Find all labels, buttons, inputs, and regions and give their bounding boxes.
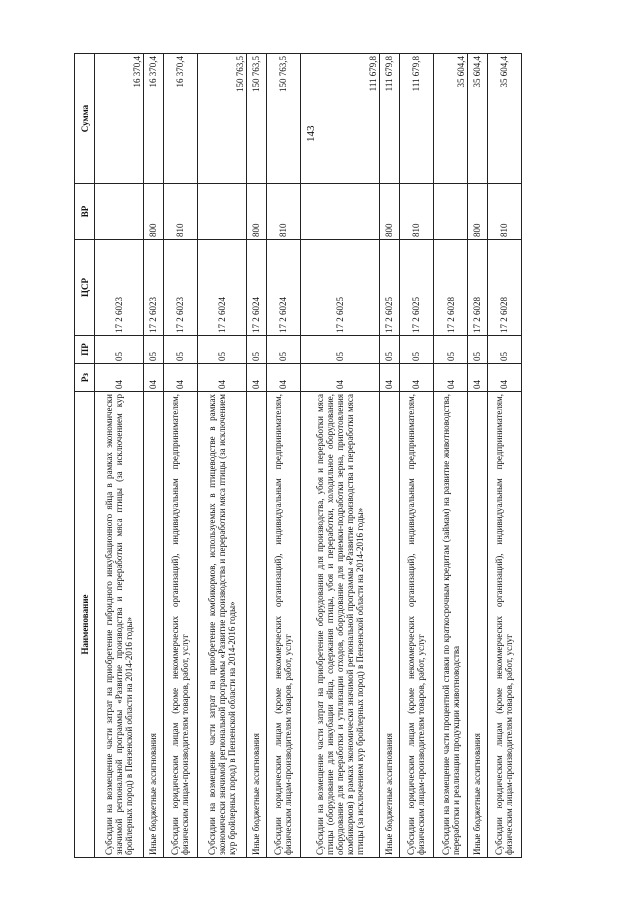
rotated-table-wrapper [74,54,522,858]
cell-rz: 04 [433,364,467,392]
cell-name: Иные бюджетные ассигнования [247,392,266,858]
cell-vr [198,184,247,240]
table-row [198,54,247,858]
cell-csr: 17 2 6028 [433,240,467,336]
cell-rz: 04 [399,364,433,392]
cell-csr: 17 2 6024 [266,240,300,336]
cell-vr: 810 [163,184,197,240]
cell-vr: 800 [468,184,487,240]
cell-csr: 17 2 6023 [144,240,163,336]
cell-rz: 04 [247,364,266,392]
cell-name: Субсидии на возмещение части затрат на приобретение оборудования для производства, убоя и переработки мяса птицы (оборудование для инкубации яйца, содержания птицы, убоя и переработки, холодильное оборудование, оборудование для переработки и утилизации отходов, оборудование для приемки-подработки зерна, приготовления комбикормов) в рамках экономически значимой региональной программы «Развитие производства и переработки мяса птицы (за исключением кур бройлерных пород) в Пензенской области на 2014-2016 годы» [301,392,380,858]
cell-pr: 05 [266,336,300,364]
cell-name: Субсидии на возмещение части затрат на приобретение гибридного инкубационного яйца в рамках экономически значимой региональной программы «Развитие производства и переработки мяса птицы (за исключением кур бройлерных пород) в Пензенской области на 2014-2016 годы» [95,392,144,858]
table-row [468,54,487,858]
cell-rz: 04 [380,364,399,392]
cell-name: Иные бюджетные ассигнования [380,392,399,858]
header-pr: ПР [75,336,95,364]
cell-pr: 05 [247,336,266,364]
table-body [95,54,522,858]
cell-rz: 04 [144,364,163,392]
table-row [301,54,380,858]
header-rz: Рз [75,364,95,392]
table-row [487,54,521,858]
cell-rz: 04 [487,364,521,392]
cell-name: Иные бюджетные ассигнования [468,392,487,858]
cell-sum: 35 604,4 [433,54,467,184]
budget-table [74,53,522,858]
page-number: 143 [305,125,317,142]
cell-name: Субсидии на возмещение части затрат на приобретение комбикормов, используемых в птицеводстве в рамках экономически значимой региональной программы «Развитие производства и переработки мяса птицы (за исключением кур бройлерных пород) в Пензенской области на 2014-2016 годы» [198,392,247,858]
cell-pr: 05 [468,336,487,364]
cell-rz: 04 [163,364,197,392]
cell-rz: 04 [468,364,487,392]
cell-vr [301,184,380,240]
header-csr: ЦСР [75,240,95,336]
cell-name: Субсидии на возмещение части процентной ставки по краткосрочным кредитам (займам) на развитие животноводства, переработки и реализации продукции животноводства [433,392,467,858]
table-row [399,54,433,858]
header-name: Наименование [75,392,95,858]
cell-rz: 04 [95,364,144,392]
cell-csr: 17 2 6024 [247,240,266,336]
cell-csr: 17 2 6025 [301,240,380,336]
cell-name: Субсидии юридическим лицам (кроме некоммерческих организаций), индивидуальным предпринимателям, физическим лицам-производителям товаров, работ, услуг [399,392,433,858]
cell-csr: 17 2 6028 [487,240,521,336]
cell-name: Субсидии юридическим лицам (кроме некоммерческих организаций), индивидуальным предпринимателям, физическим лицам-производителям товаров, работ, услуг [487,392,521,858]
table-row [247,54,266,858]
cell-vr: 800 [144,184,163,240]
cell-pr: 05 [399,336,433,364]
cell-vr: 810 [399,184,433,240]
cell-vr: 810 [487,184,521,240]
cell-name: Субсидии юридическим лицам (кроме некоммерческих организаций), индивидуальным предпринимателям, физическим лицам-производителям товаров, работ, услуг [163,392,197,858]
cell-sum: 150 763,5 [247,54,266,184]
cell-vr: 810 [266,184,300,240]
cell-csr: 17 2 6023 [163,240,197,336]
cell-pr: 05 [487,336,521,364]
cell-rz: 04 [266,364,300,392]
cell-csr: 17 2 6023 [95,240,144,336]
cell-sum: 16 370,4 [144,54,163,184]
header-sum: Сумма [75,54,95,184]
cell-sum: 150 763,5 [198,54,247,184]
cell-pr: 05 [301,336,380,364]
cell-pr: 05 [163,336,197,364]
cell-sum: 111 679,8 [301,54,380,184]
cell-pr: 05 [433,336,467,364]
table-row [144,54,163,858]
cell-sum: 16 370,4 [95,54,144,184]
cell-csr: 17 2 6025 [380,240,399,336]
cell-name: Иные бюджетные ассигнования [144,392,163,858]
cell-rz: 04 [301,364,380,392]
table-row [163,54,197,858]
cell-pr: 05 [144,336,163,364]
cell-vr: 800 [247,184,266,240]
cell-csr: 17 2 6024 [198,240,247,336]
cell-sum: 111 679,8 [399,54,433,184]
cell-vr: 800 [380,184,399,240]
table-row [266,54,300,858]
table-row [380,54,399,858]
header-vr: ВР [75,184,95,240]
cell-vr [433,184,467,240]
cell-sum: 35 604,4 [487,54,521,184]
cell-rz: 04 [198,364,247,392]
cell-sum: 111 679,8 [380,54,399,184]
cell-pr: 05 [198,336,247,364]
cell-csr: 17 2 6028 [468,240,487,336]
cell-sum: 35 604,4 [468,54,487,184]
table-row [95,54,144,858]
cell-vr [95,184,144,240]
cell-csr: 17 2 6025 [399,240,433,336]
table-header-row [75,54,95,858]
cell-pr: 05 [380,336,399,364]
cell-name: Субсидии юридическим лицам (кроме некоммерческих организаций), индивидуальным предпринимателям, физическим лицам-производителям товаров, работ, услуг [266,392,300,858]
cell-pr: 05 [95,336,144,364]
cell-sum: 150 763,5 [266,54,300,184]
table-row [433,54,467,858]
cell-sum: 16 370,4 [163,54,197,184]
